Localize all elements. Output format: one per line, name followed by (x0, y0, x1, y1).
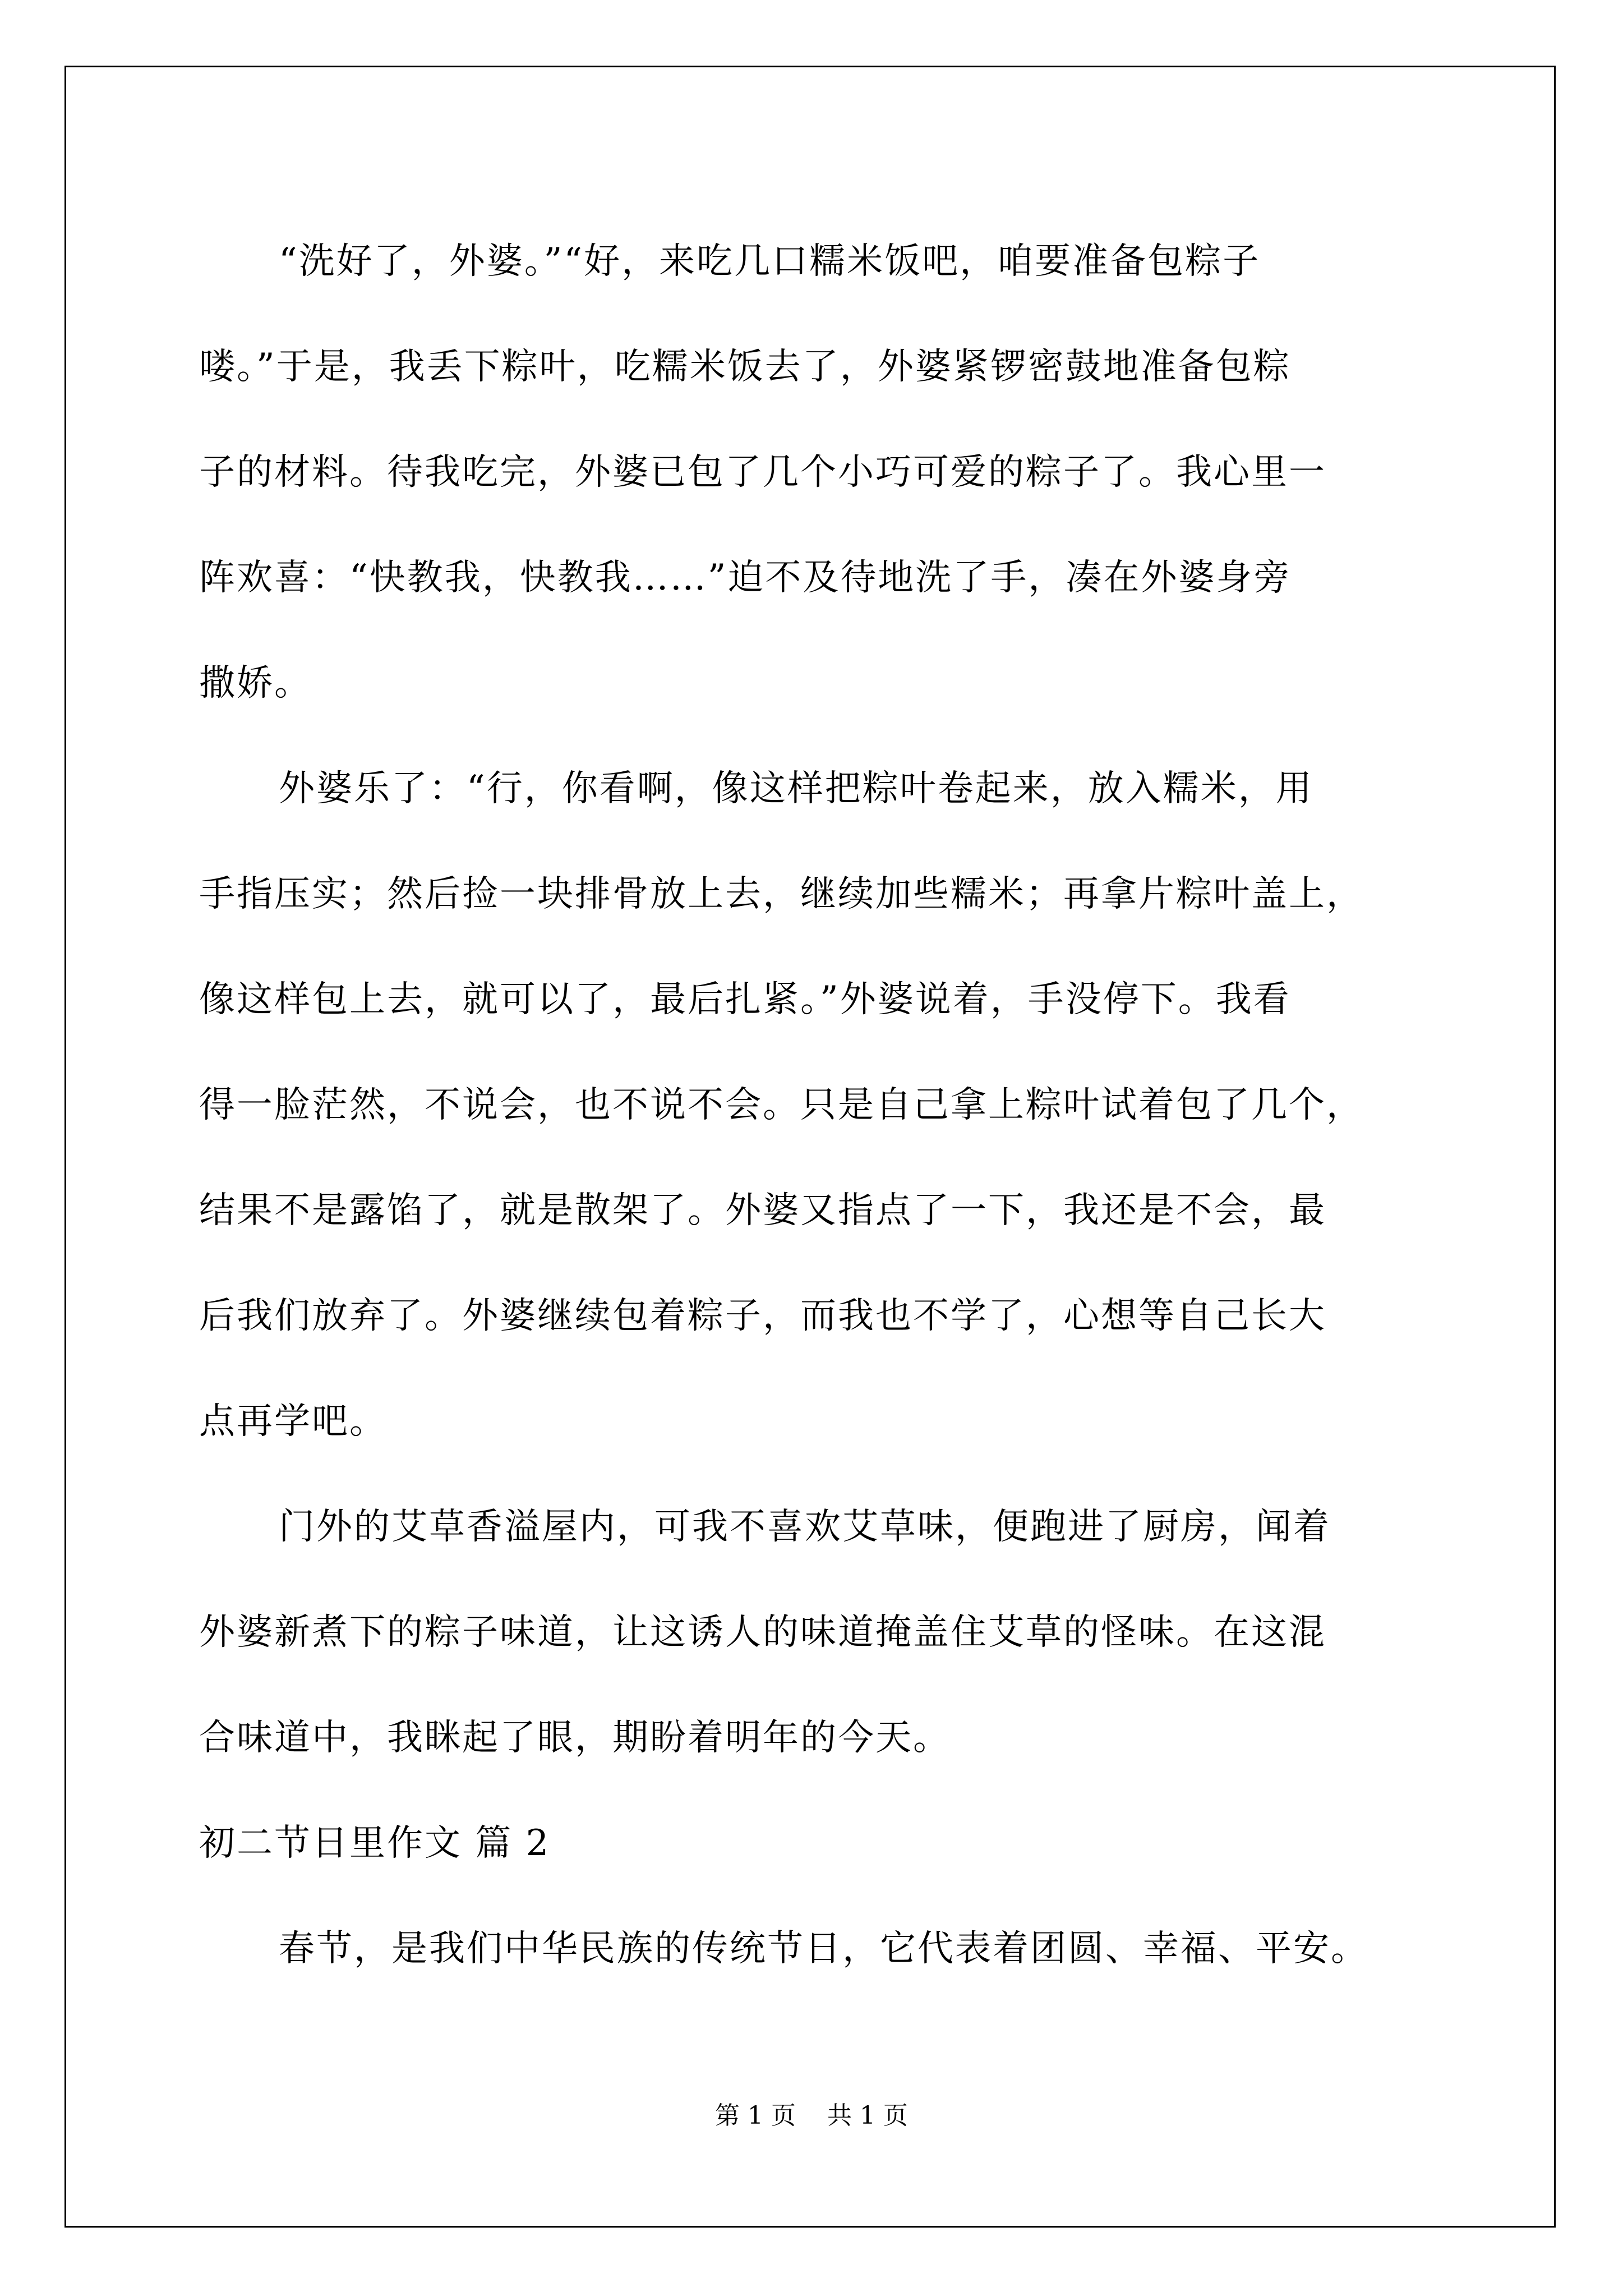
text-line: 得一脸茫然，不说会，也不说不会。只是自己拿上粽叶试着包了几个， (199, 1084, 1364, 1126)
text-line: 子的材料。待我吃完，外婆已包了几个小巧可爱的粽子了。我心里一 (199, 452, 1326, 493)
text-line: 外婆新煮下的粽子味道，让这诱人的味道掩盖住艾草的怪味。在这混 (199, 1612, 1326, 1653)
text-line: 阵欢喜：“快教我，快教我……”迫不及待地洗了手，凑在外婆身旁 (199, 557, 1292, 599)
text-line: 像这样包上去，就可以了，最后扎紧。”外婆说着，手没停下。我看 (199, 979, 1291, 1020)
text-line: “洗好了，外婆。”“好，来吃几口糯米饭吧，咱要准备包粽子 (279, 241, 1261, 282)
text-line: 喽。”于是，我丢下粽叶，吃糯米饭去了，外婆紧锣密鼓地准备包粽 (199, 346, 1291, 388)
text-line: 春节，是我们中华民族的传统节日，它代表着团圆、幸福、平安。 (279, 1928, 1368, 1970)
text-line: 后我们放弃了。外婆继续包着粽子，而我也不学了，心想等自己长大 (199, 1295, 1326, 1337)
text-line: 手指压实；然后捡一块排骨放上去，继续加些糯米；再拿片粽叶盖上， (199, 873, 1364, 915)
paragraph-2 (199, 736, 1433, 1474)
paragraph-4 (199, 1896, 1433, 2001)
document-body (199, 209, 1433, 2001)
text-line: 合味道中，我眯起了眼，期盼着明年的今天。 (199, 1717, 951, 1759)
text-line: 外婆乐了：“行，你看啊，像这样把粽叶卷起来，放入糯米，用 (279, 768, 1313, 809)
text-line: 门外的艾草香溢屋内，可我不喜欢艾草味，便跑进了厨房，闻着 (279, 1506, 1331, 1548)
paragraph-1 (199, 209, 1433, 736)
section-heading: 初二节日里作文 篇 2 (199, 1823, 551, 1864)
text-line: 撒娇。 (199, 662, 312, 704)
paragraph-3 (199, 1474, 1433, 1791)
text-line: 点再学吧。 (199, 1401, 387, 1442)
text-line: 结果不是露馅了，就是散架了。外婆又指点了一下，我还是不会，最 (199, 1190, 1326, 1231)
page-number-footer: 第 1 页 共 1 页 (715, 2101, 908, 2130)
